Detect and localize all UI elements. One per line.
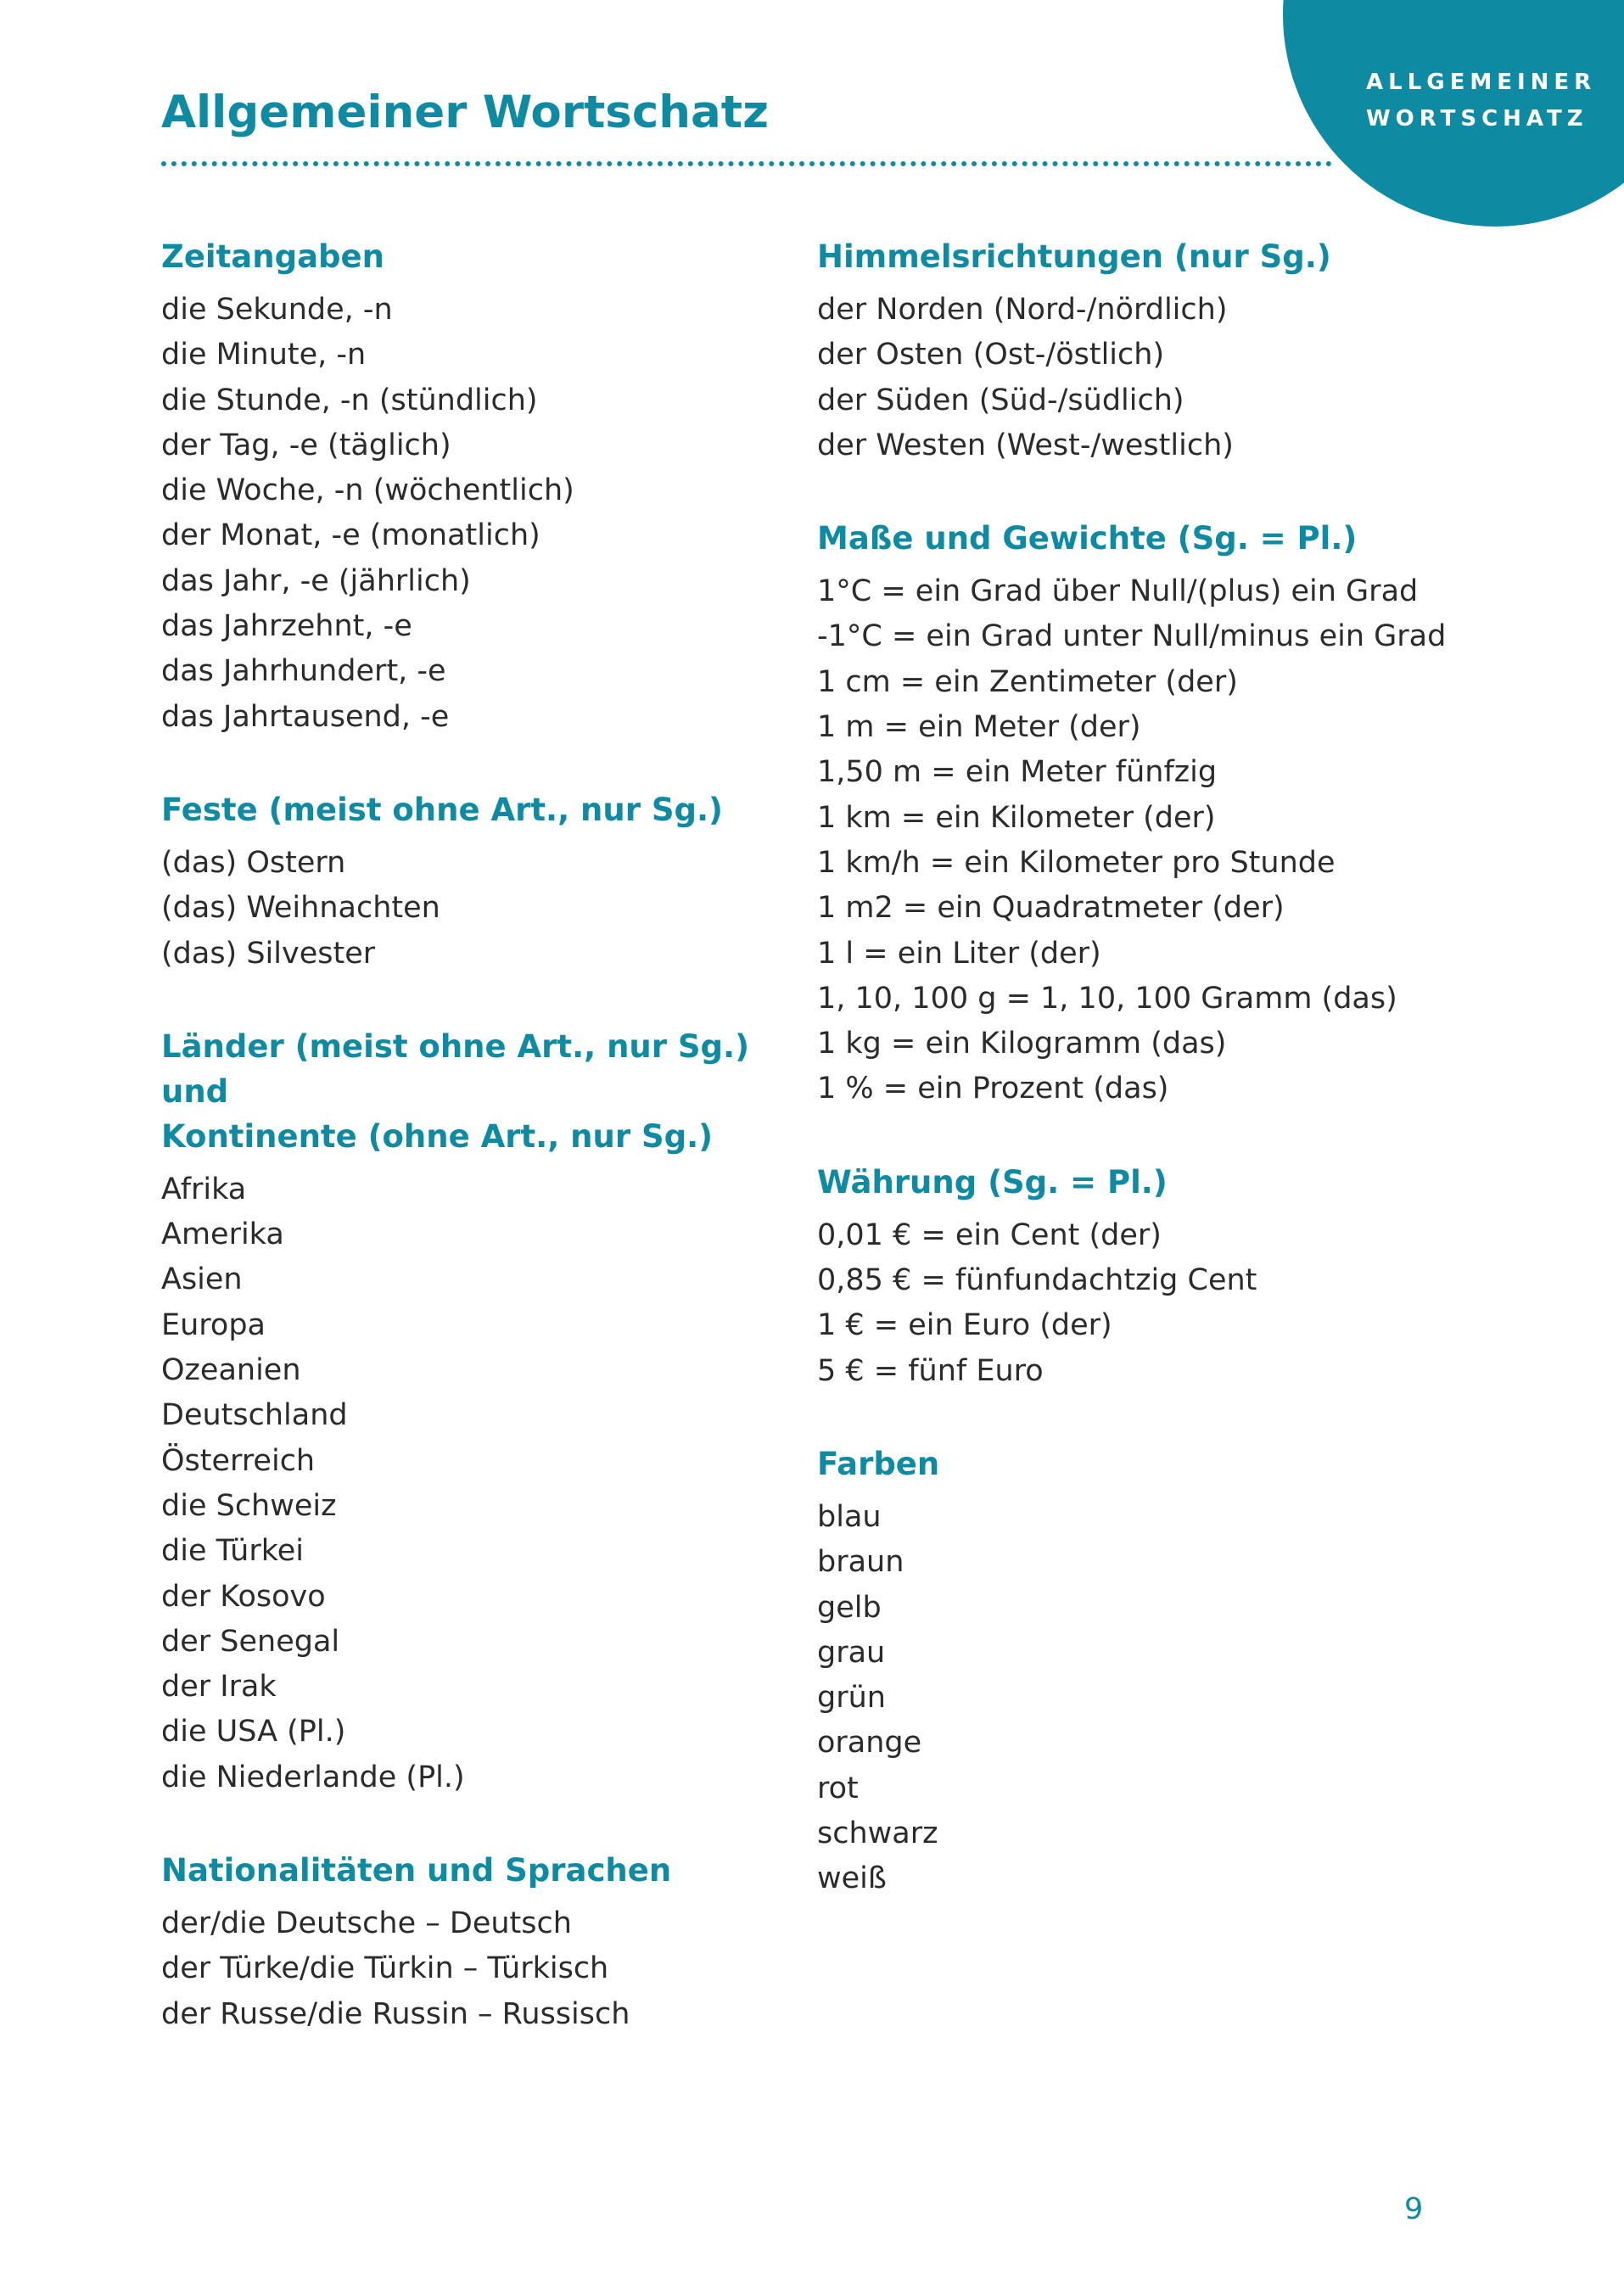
section-heading: Nationalitäten und Sprachen bbox=[161, 1852, 672, 1889]
list-item: grün bbox=[817, 1681, 886, 1716]
list-item: Deutschland bbox=[161, 1398, 348, 1433]
list-item: Asien bbox=[161, 1262, 243, 1297]
list-item: der/die Deutsche – Deutsch bbox=[161, 1906, 572, 1941]
list-item: 1 m = ein Meter (der) bbox=[817, 710, 1141, 745]
list-item: gelb bbox=[817, 1590, 882, 1625]
list-item: (das) Weihnachten bbox=[161, 891, 440, 926]
vocabulary-list bbox=[161, 841, 789, 977]
list-item: der Monat, -e (monatlich) bbox=[161, 518, 540, 553]
list-item: 1 km = ein Kilometer (der) bbox=[817, 800, 1216, 835]
list-item: 5 € = fünf Euro bbox=[817, 1353, 1044, 1388]
list-item: die Niederlande (Pl.) bbox=[161, 1760, 465, 1794]
list-item: 0,01 € = ein Cent (der) bbox=[817, 1217, 1162, 1252]
list-item: die USA (Pl.) bbox=[161, 1715, 346, 1749]
vocabulary-list bbox=[817, 1213, 1462, 1394]
vocabulary-list bbox=[817, 288, 1462, 468]
list-item: die Sekunde, -n bbox=[161, 293, 393, 327]
section-himmelsrichtungen bbox=[817, 234, 1462, 468]
vocabulary-list bbox=[817, 1495, 1462, 1902]
list-item: 1 € = ein Euro (der) bbox=[817, 1308, 1112, 1343]
section-waehrung bbox=[817, 1160, 1462, 1394]
section-zeitangaben bbox=[161, 234, 789, 740]
section-heading bbox=[161, 1024, 789, 1159]
list-item: 1 km/h = ein Kilometer pro Stunde bbox=[817, 845, 1336, 880]
section-masse-gewichte bbox=[817, 516, 1462, 1112]
list-item: der Senegal bbox=[161, 1624, 340, 1659]
page-title: Allgemeiner Wortschatz bbox=[161, 87, 769, 138]
list-item: schwarz bbox=[817, 1816, 938, 1851]
list-item: grau bbox=[817, 1635, 886, 1670]
section-feste bbox=[161, 787, 789, 977]
list-item: die Woche, -n (wöchentlich) bbox=[161, 473, 574, 508]
section-heading: Maße und Gewichte (Sg. = Pl.) bbox=[817, 520, 1358, 557]
list-item: weiß bbox=[817, 1861, 887, 1896]
right-column bbox=[817, 234, 1462, 1950]
list-item: der Osten (Ost-/östlich) bbox=[817, 338, 1165, 372]
vocabulary-list bbox=[161, 288, 789, 740]
section-heading: Feste (meist ohne Art., nur Sg.) bbox=[161, 791, 723, 828]
list-item: der Russe/die Russin – Russisch bbox=[161, 1996, 630, 2031]
section-nationalitaeten bbox=[161, 1848, 789, 2037]
list-item: Ozeanien bbox=[161, 1353, 301, 1388]
left-column bbox=[161, 234, 789, 2085]
section-tab-label-line1: ALLGEMEINER bbox=[1366, 70, 1597, 95]
vocabulary-list bbox=[161, 1167, 789, 1800]
list-item: 1 cm = ein Zentimeter (der) bbox=[817, 664, 1238, 699]
section-heading: Zeitangaben bbox=[161, 238, 384, 275]
section-farben bbox=[817, 1441, 1462, 1902]
list-item: 1 % = ein Prozent (das) bbox=[817, 1072, 1169, 1106]
list-item: der Norden (Nord-/nördlich) bbox=[817, 293, 1228, 327]
section-heading: Farben bbox=[817, 1445, 940, 1482]
list-item: das Jahrtausend, -e bbox=[161, 699, 450, 734]
list-item: der Türke/die Türkin – Türkisch bbox=[161, 1951, 609, 1986]
list-item: die Schweiz bbox=[161, 1488, 337, 1523]
list-item: 1 m2 = ein Quadratmeter (der) bbox=[817, 891, 1285, 926]
list-item: 0,85 € = fünfundachtzig Cent bbox=[817, 1263, 1257, 1298]
vocabulary-list bbox=[161, 1901, 789, 2037]
list-item: die Stunde, -n (stündlich) bbox=[161, 383, 538, 417]
list-item: das Jahrzehnt, -e bbox=[161, 609, 412, 644]
title-dotted-divider bbox=[161, 161, 1332, 166]
section-heading: Himmelsrichtungen (nur Sg.) bbox=[817, 238, 1331, 275]
list-item: 1 l = ein Liter (der) bbox=[817, 936, 1101, 971]
list-item: Amerika bbox=[161, 1217, 284, 1252]
list-item: 1,50 m = ein Meter fünfzig bbox=[817, 755, 1218, 790]
list-item: 1, 10, 100 g = 1, 10, 100 Gramm (das) bbox=[817, 981, 1397, 1016]
list-item: (das) Ostern bbox=[161, 845, 346, 880]
list-item: braun bbox=[817, 1545, 904, 1580]
list-item: orange bbox=[817, 1726, 922, 1760]
list-item: Afrika bbox=[161, 1172, 247, 1206]
list-item: 1°C = ein Grad über Null/(plus) ein Grad bbox=[817, 574, 1419, 609]
list-item: das Jahr, -e (jährlich) bbox=[161, 563, 471, 598]
section-tab-label bbox=[1366, 64, 1596, 137]
section-heading: Währung (Sg. = Pl.) bbox=[817, 1163, 1168, 1201]
list-item: der Tag, -e (täglich) bbox=[161, 428, 451, 462]
list-item: (das) Silvester bbox=[161, 936, 376, 971]
list-item: die Minute, -n bbox=[161, 338, 367, 372]
section-laender-kontinente bbox=[161, 1024, 789, 1800]
list-item: 1 kg = ein Kilogramm (das) bbox=[817, 1027, 1227, 1061]
page-number: 9 bbox=[1404, 2192, 1424, 2226]
list-item: der Kosovo bbox=[161, 1579, 326, 1614]
section-tab-label-line2: WORTSCHATZ bbox=[1366, 106, 1588, 132]
list-item: der Irak bbox=[161, 1670, 277, 1704]
section-heading-line1: Länder (meist ohne Art., nur Sg.) und bbox=[161, 1027, 749, 1110]
list-item: die Türkei bbox=[161, 1534, 305, 1569]
list-item: das Jahrhundert, -e bbox=[161, 654, 446, 689]
list-item: Österreich bbox=[161, 1443, 316, 1478]
list-item: Europa bbox=[161, 1307, 266, 1342]
list-item: rot bbox=[817, 1771, 859, 1805]
list-item: -1°C = ein Grad unter Null/minus ein Grad bbox=[817, 619, 1447, 654]
section-heading-line2: Kontinente (ohne Art., nur Sg.) bbox=[161, 1117, 714, 1155]
vocabulary-list bbox=[817, 569, 1462, 1112]
list-item: blau bbox=[817, 1499, 882, 1534]
list-item: der Westen (West-/westlich) bbox=[817, 428, 1234, 462]
list-item: der Süden (Süd-/südlich) bbox=[817, 383, 1184, 417]
